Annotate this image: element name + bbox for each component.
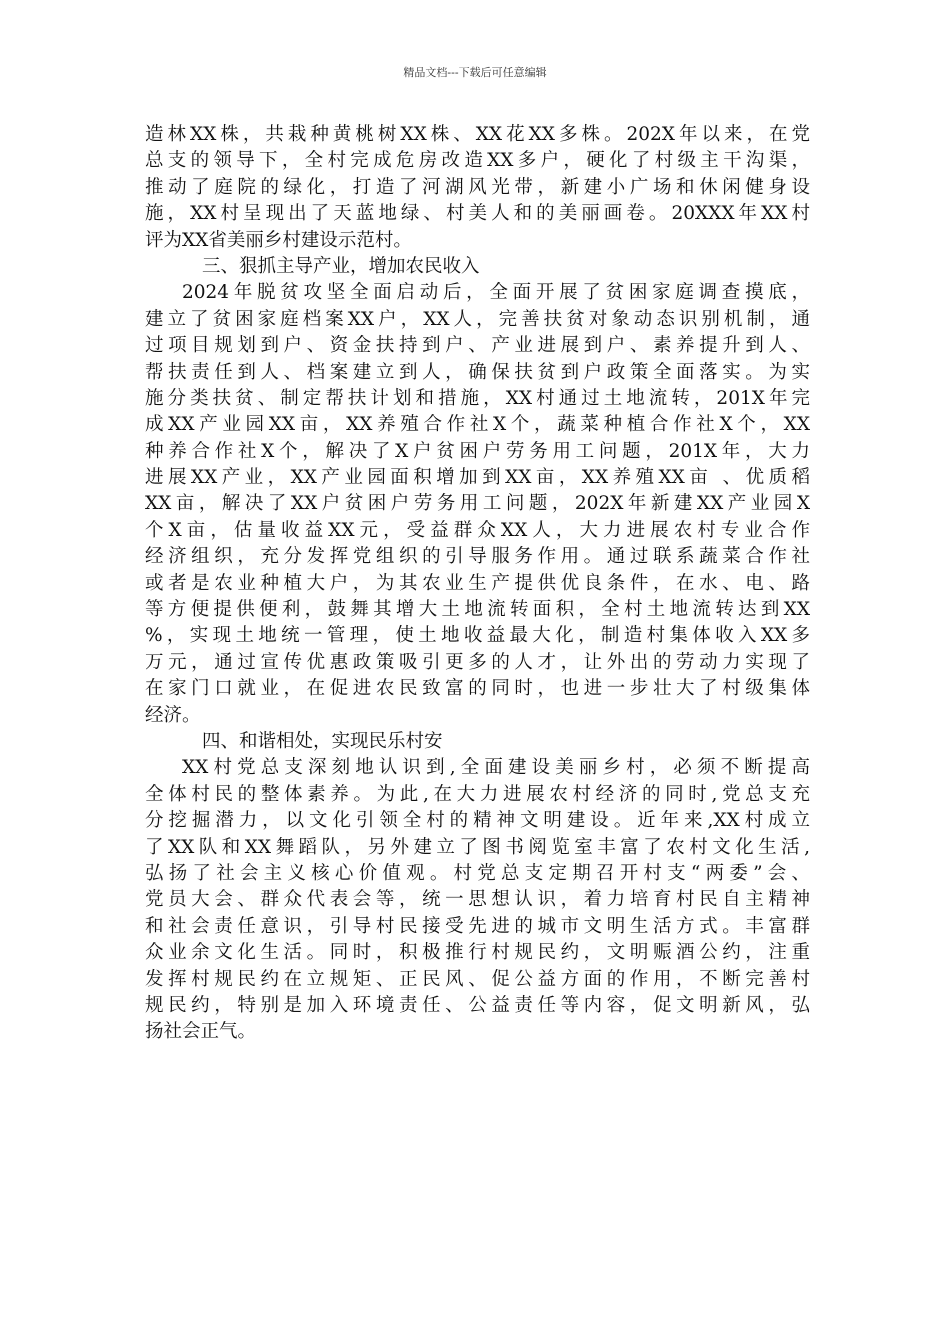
text-line: 经济组织，充分发挥党组织的引导服务作用。通过联系蔬菜合作社 xyxy=(145,546,810,568)
page-header: 精品文档---下载后可任意编辑 xyxy=(403,66,547,79)
text-line: 和社会责任意识，引导村民接受先进的城市文明生活方式。丰富群 xyxy=(145,915,810,937)
text-line: 经济。 xyxy=(145,704,201,726)
text-line: XX亩，解决了XX户贫困户劳务用工问题，202X年新建XX产业园X xyxy=(145,493,810,515)
paragraph-continuation xyxy=(145,122,810,254)
text-line: 推动了庭院的绿化，打造了河湖风光带，新建小广场和休闲健身设 xyxy=(145,176,810,198)
text-line: 分挖掘潜力，以文化引领全村的精神文明建设。近年来,XX村成立 xyxy=(145,810,810,832)
section-heading-3: 三、狠抓主导产业，增加农民收入 xyxy=(202,255,480,277)
text-line: 弘扬了社会主义核心价值观。村党总支定期召开村支“两委”会、 xyxy=(145,862,810,884)
text-line: 总支的领导下，全村完成危房改造XX多户，硬化了村级主干沟渠， xyxy=(145,150,810,172)
text-line: 众业余文化生活。同时，积极推行村规民约，文明赈酒公约，注重 xyxy=(145,942,810,964)
text-line: 发挥村规民约在立规矩、正民风、促公益方面的作用，不断完善村 xyxy=(145,968,810,990)
text-line: 评为XX省美丽乡村建设示范村。 xyxy=(145,229,412,251)
text-line: 成XX产业园XX亩，XX养殖合作社X个，蔬菜种植合作社X个，XX xyxy=(145,414,810,436)
text-line: XX村党总支深刻地认识到,全面建设美丽乡村，必须不断提高 xyxy=(182,757,810,779)
text-line: 等方便提供便利，鼓舞其增大土地流转面积，全村土地流转达到XX xyxy=(145,599,810,621)
text-line: 建立了贫困家庭档案XX户，XX人，完善扶贫对象动态识别机制，通 xyxy=(145,308,810,330)
text-line: 施分类扶贫、制定帮扶计划和措施，XX村通过土地流转，201X年完 xyxy=(145,387,810,409)
document-body xyxy=(145,122,810,1046)
text-line: 个X亩，估量收益XX元，受益群众XX人，大力进展农村专业合作 xyxy=(145,519,810,541)
text-line: 全体村民的整体素养。为此,在大力进展农村经济的同时,党总支充 xyxy=(145,783,810,805)
text-line: 在家门口就业，在促进农民致富的同时，也进一步壮大了村级集体 xyxy=(145,678,810,700)
text-line: 进展XX产业，XX产业园面积增加到XX亩，XX养殖XX亩 、优质稻 xyxy=(145,467,810,489)
text-line: 万元，通过宣传优惠政策吸引更多的人才，让外出的劳动力实现了 xyxy=(145,651,810,673)
text-line: 帮扶责任到人、档案建立到人，确保扶贫到户政策全面落实。为实 xyxy=(145,361,810,383)
text-line: 党员大会、群众代表会等，统一思想认识，着力培育村民自主精神 xyxy=(145,889,810,911)
text-line: 种养合作社X个，解决了X户贫困户劳务用工问题，201X年，大力 xyxy=(145,440,810,462)
paragraph-section-3 xyxy=(145,280,810,729)
section-heading-4: 四、和谐相处，实现民乐村安 xyxy=(202,730,443,752)
text-line: 扬社会正气。 xyxy=(145,1021,257,1043)
text-line: 过项目规划到户、资金扶持到户、产业进展到户、素养提升到人、 xyxy=(145,335,810,357)
text-line: 造林XX株，共栽种黄桃树XX株、XX花XX多株。202X年以来，在党 xyxy=(145,124,810,145)
text-line: %，实现土地统一管理，使土地收益最大化，制造村集体收入XX多 xyxy=(145,625,810,647)
text-line: 规民约，特别是加入环境责任、公益责任等内容，促文明新风，弘 xyxy=(145,994,810,1016)
text-line: 施，XX村呈现出了天蓝地绿、村美人和的美丽画卷。20XXX年XX村 xyxy=(145,203,810,225)
text-line: 2024年脱贫攻坚全面启动后，全面开展了贫困家庭调查摸底， xyxy=(182,282,810,304)
text-line: 或者是农业种植大户，为其农业生产提供优良条件，在水、电、路 xyxy=(145,572,810,594)
paragraph-section-4 xyxy=(145,755,810,1045)
text-line: 了XX队和XX舞蹈队，另外建立了图书阅览室丰富了农村文化生活, xyxy=(145,836,810,858)
